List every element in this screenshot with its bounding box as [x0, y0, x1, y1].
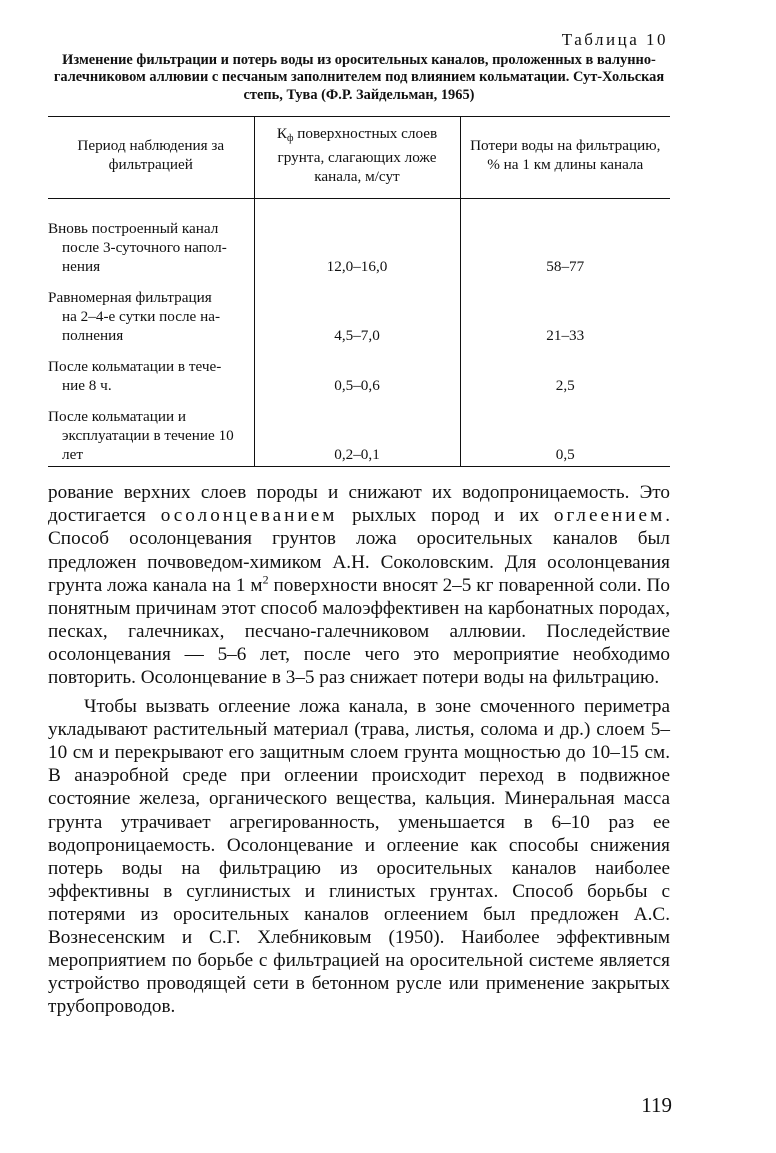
row-period-first-line: Равномерная фильтрация: [48, 289, 212, 307]
superscript-2: 2: [262, 572, 269, 587]
page-number: 119: [641, 1093, 672, 1117]
row-kf-value: 12,0–16,0: [254, 199, 460, 277]
table-row: [48, 345, 670, 395]
row-kf-value: 0,2–0,1: [254, 395, 460, 467]
term-osolontsevanie: осолонцеванием: [160, 505, 338, 527]
row-kf-value: 0,5–0,6: [254, 345, 460, 395]
header-period: Период наблюдения за фильтрацией: [48, 117, 254, 199]
term-ogleenie: оглеением: [553, 505, 666, 527]
data-table: [48, 116, 670, 467]
paragraph-1-text-f: поверхности вносят 2–5 кг поваренной соли. По понятным причинам этот способ малоэффективен на карбонатных породах, песках, галечниках, песчано-галечниковом аллювии. Последействие осолонцевания — 5–6 лет, после чего это мероприятие необходимо повторить. Осолонцевание в 3–5 раз снижает потери воды на фильтрацию.: [48, 574, 670, 688]
paragraph-1-text-c: рыхлых пород и их: [337, 505, 554, 527]
header-kf-symbol: К: [276, 125, 287, 143]
table-header-row: [48, 117, 670, 199]
paragraph-1-text-a: рование верхних слоев породы и снижают их водопроницаемость. Это достигается: [48, 482, 670, 527]
table-label: Таблица 10: [561, 30, 668, 49]
row-loss-value: 2,5: [555, 377, 575, 395]
row-period-rest: ние 8 ч.: [62, 377, 112, 395]
table-row: [48, 395, 670, 467]
row-period: [48, 345, 254, 395]
table-row: [48, 276, 670, 345]
row-period-first-line: После кольматации в тече-: [48, 358, 222, 376]
body-text: [48, 481, 670, 1018]
row-loss-value: 21–33: [546, 327, 585, 345]
row-loss-value: 58–77: [546, 258, 585, 276]
row-loss-value: 0,5: [460, 395, 670, 467]
header-kf-subscript: ф: [286, 133, 294, 145]
row-period: [48, 395, 254, 467]
row-period-rest: после 3-суточного напол-нения: [62, 239, 227, 276]
paragraph-1: [48, 481, 670, 689]
header-kf: [254, 117, 460, 199]
row-period: [48, 199, 254, 277]
table-row: [48, 199, 670, 277]
row-period-first-line: Вновь построенный канал: [48, 220, 219, 238]
row-period-rest: на 2–4-е сутки после на-полнения: [62, 308, 221, 345]
row-period: [48, 276, 254, 345]
row-period-first-line: После кольматации и: [48, 408, 187, 426]
header-loss: Потери воды на фильтрацию, % на 1 км длины канала: [460, 117, 670, 199]
page: [48, 30, 670, 1018]
paragraph-2: Чтобы вызвать оглеение ложа канала, в зоне смоченного периметра укладывают растительный материал (трава, листья, солома и др.) слоем 5–10 см и перекрывают его защитным слоем грунта мощностью до 10–15 см. В анаэробной среде при оглеении происходит переход в подвижное состояние железа, органического вещества, кальция. Минеральная масса грунта утрачивает агрегированность, уменьшается в 6–10 раз ее водопроницаемость. Осолонцевание и оглеение как способы снижения потерь воды на фильтрацию из оросительных каналов наиболее эффективны в суглинистых и глинистых грунтах. Способ борьбы с потерями из оросительных каналов оглеением был предложен А.С. Вознесенским и С.Г. Хлебниковым (1950). Наиболее эффективным мероприятием по борьбе с фильтрацией на оросительной системе является устройство проводящей сети в бетонном русле или применение закрытых трубопроводов.: [48, 696, 670, 1018]
table-caption: Изменение фильтрации и потерь воды из оросительных каналов, проложенных в валунно-галечниковом аллювии с песчаным заполнителем под влиянием кольматации. Сут-Хольская степь, Тува (Ф.Р. Зайдельман, 1965): [53, 52, 665, 103]
paragraph-1-text-e: . Способ осолонцевания грунтов ложа оросительных каналов был предложен почвоведом-химиком А.Н. Соколовским. Для осолонцевания грунта ложа канала на 1 м: [48, 505, 671, 596]
row-kf-value: 4,5–7,0: [254, 276, 460, 345]
row-period-rest: эксплуатации в течение 10 лет: [62, 427, 234, 464]
header-kf-text: поверхностных слоев грунта, слагающих ложе канала, м/сут: [277, 125, 438, 186]
